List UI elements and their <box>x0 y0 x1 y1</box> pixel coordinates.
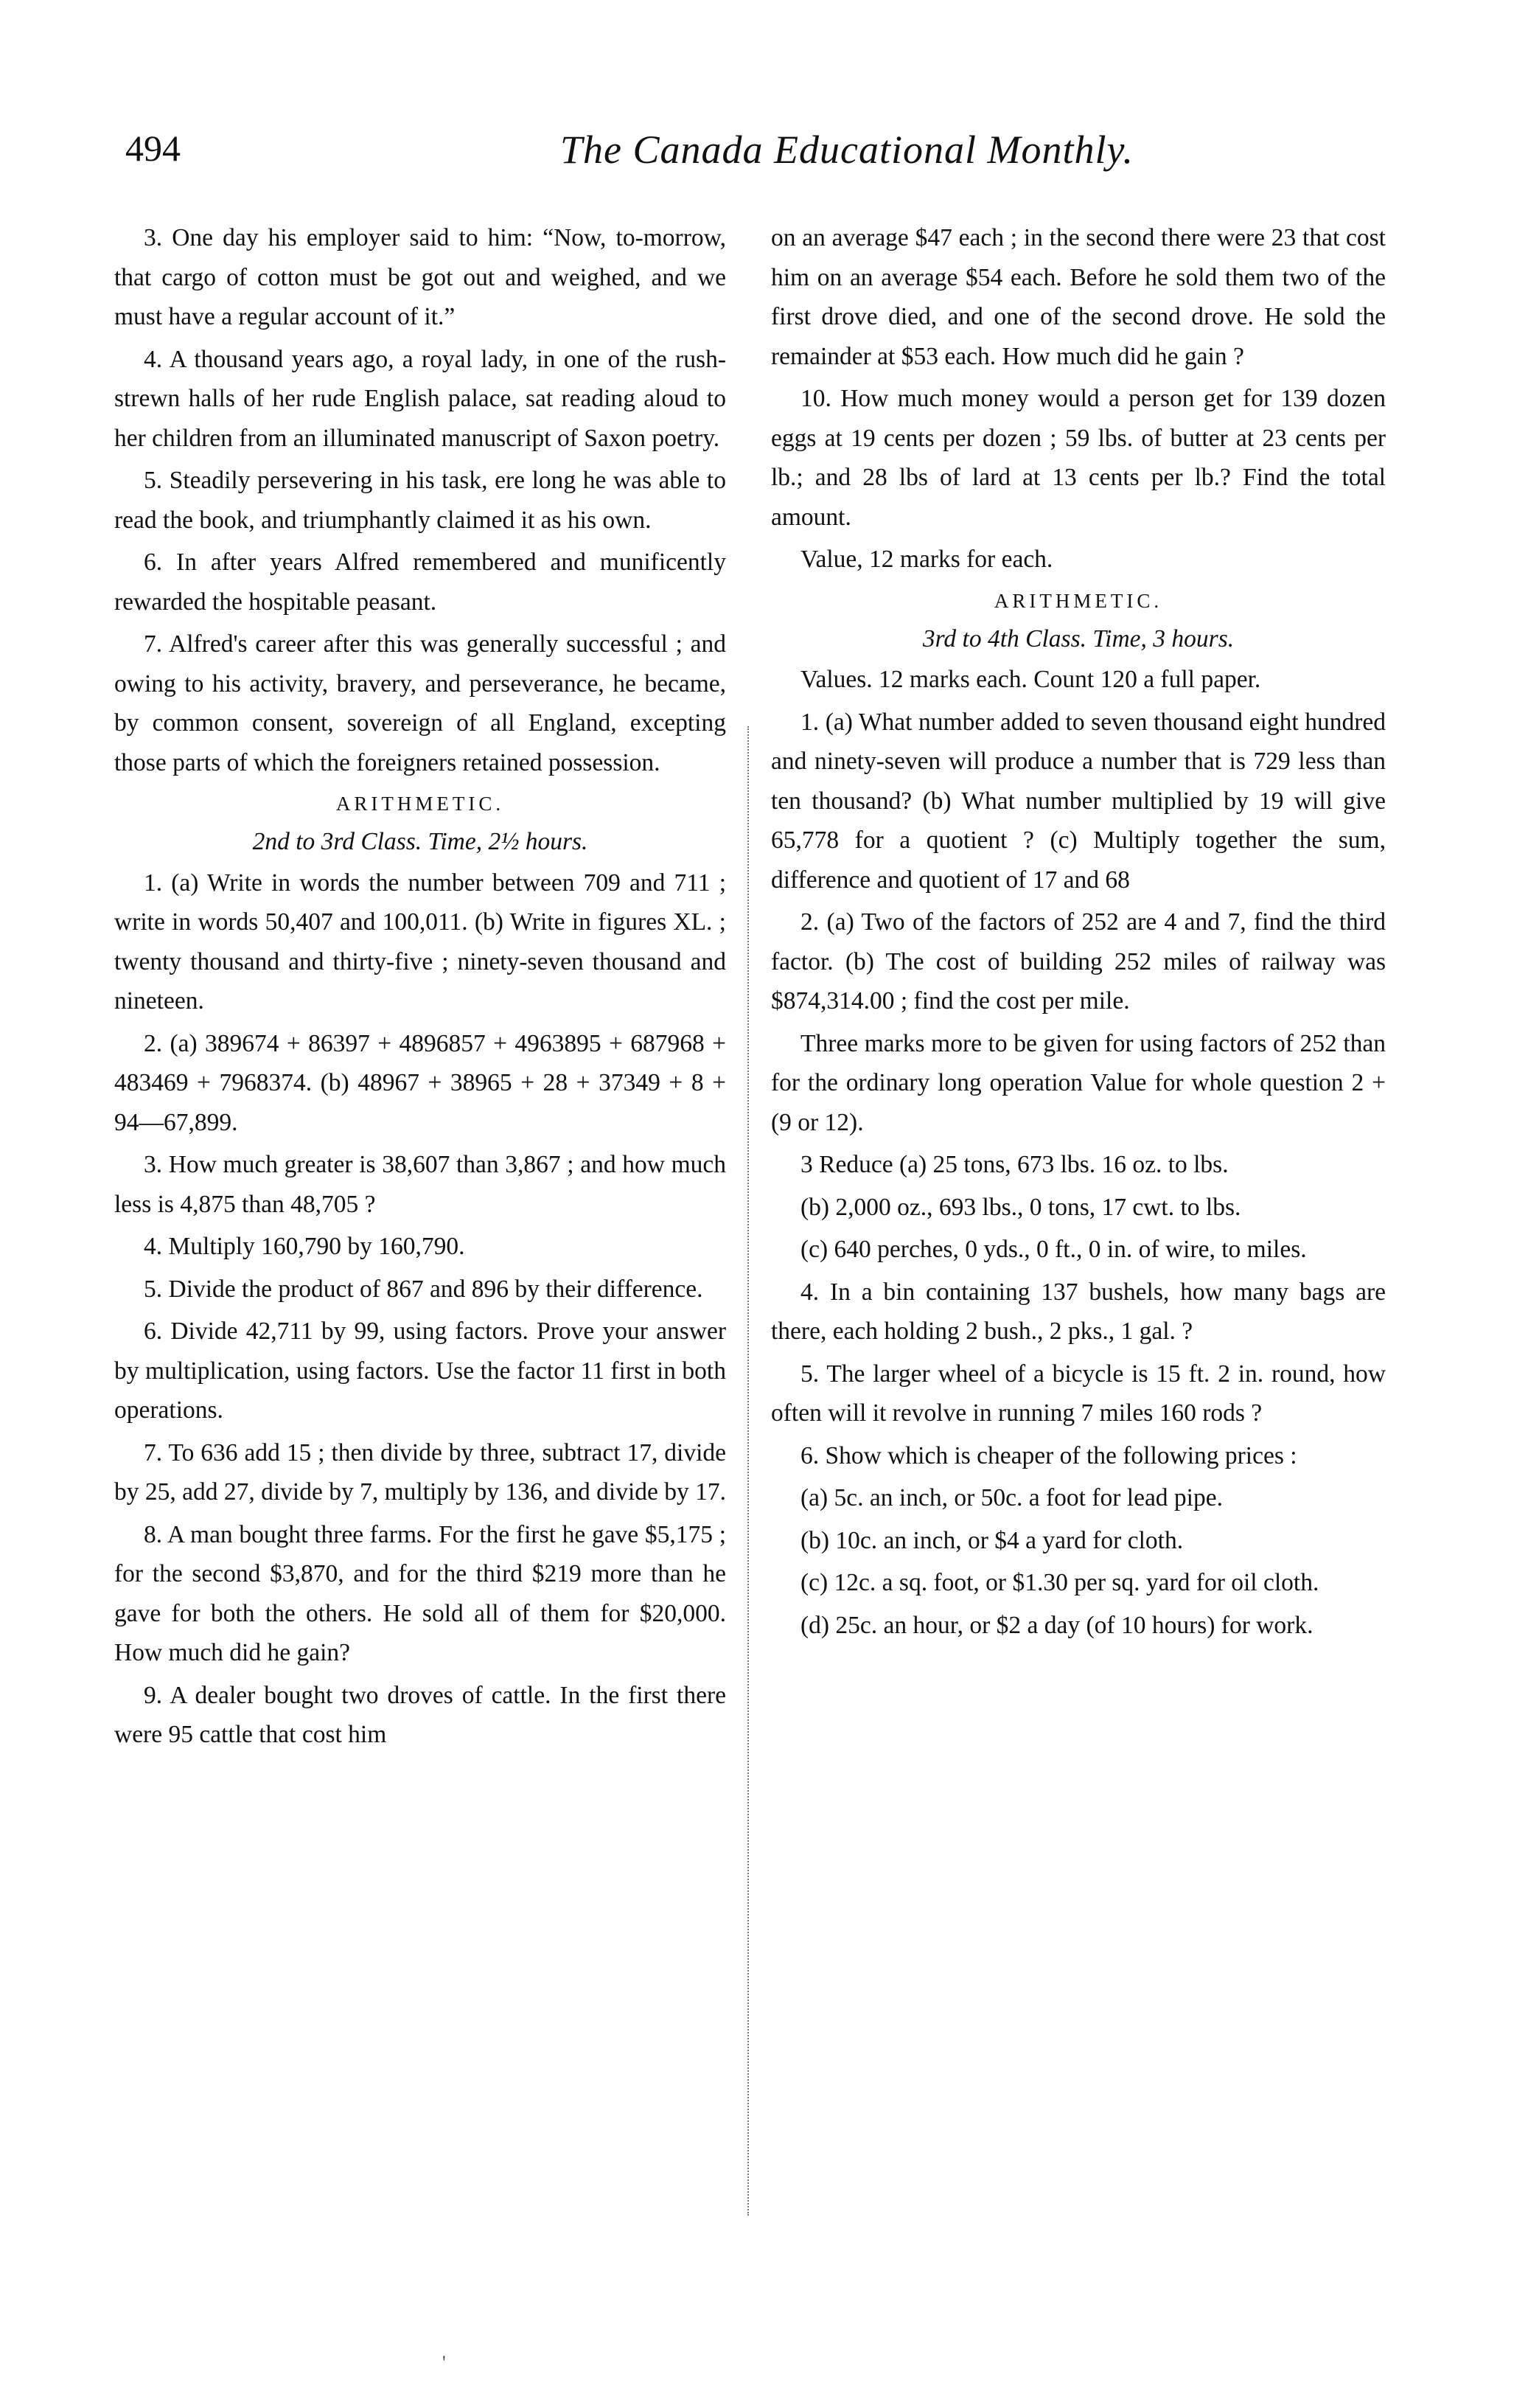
stray-print-mark: ' <box>442 2352 446 2373</box>
class-time-subheading: 3rd to 4th Class. Time, 3 hours. <box>922 624 1235 653</box>
running-title: The Canada Educational Monthly. <box>560 128 1134 172</box>
question: 5. The larger wheel of a bicycle is 15 ft. 2 in. round, how often will it revolve in running 7 miles 160 rods ? <box>771 1360 1386 1427</box>
section-heading: ARITHMETIC. <box>994 589 1163 612</box>
question: (d) 25c. an hour, or $2 a day (of 10 hours) for work. <box>800 1611 1314 1639</box>
section-heading: ARITHMETIC. <box>335 793 505 815</box>
question: (b) 10c. an inch, or $4 a yard for cloth. <box>800 1526 1184 1554</box>
question: 1. (a) Write in words the number between 709 and 711 ; write in words 50,407 and 100,011. (b) Write in figures XL. ; twenty thousand and thirty-five ; ninety-seven thousand and nineteen. <box>114 869 726 1015</box>
question: 4. Multiply 160,790 by 160,790. <box>144 1233 465 1260</box>
question: 1. (a) What number added to seven thousand eight hundred and ninety-seven will produce a number that is 729 less than ten thousand? (b) What number multiplied by 19 will give 65,778 for a quotient ? (c) Multiply together the sum, difference and quotient of 17 and 68 <box>771 708 1386 894</box>
paragraph: on an average $47 each ; in the second there were 23 that cost him on an average $54 each. Before he sold them two of the first drove died, and one of the second drove. He sold the remainder at $53 each. How much did he gain ? <box>771 224 1386 370</box>
question: 8. A man bought three farms. For the first he gave $5,175 ; for the second $3,870, and for the third $219 more than he gave for both the others. He sold all of them for $20,000. How much did he gain? <box>114 1520 726 1666</box>
question: 4. In a bin containing 137 bushels, how many bags are there, each holding 2 bush., 2 pks., 1 gal. ? <box>771 1278 1386 1345</box>
page-number: 494 <box>125 128 181 169</box>
paragraph: 6. In after years Alfred remembered and munificently rewarded the hospitable peasant. <box>114 549 726 616</box>
question: 2. (a) Two of the factors of 252 are 4 and 7, find the third factor. (b) The cost of building 252 miles of railway was $874,314.00 ; find the cost per mile. <box>771 908 1386 1015</box>
page-header <box>111 127 1482 186</box>
question: 6. Show which is cheaper of the following prices : <box>800 1441 1297 1469</box>
right-column <box>771 218 1386 1648</box>
paragraph: 4. A thousand years ago, a royal lady, in one of the rush-strewn halls of her rude English palace, sat reading aloud to her children from an illuminated manuscript of Saxon poetry. <box>114 345 726 452</box>
class-time-subheading: 2nd to 3rd Class. Time, 2½ hours. <box>252 828 588 855</box>
question: 9. A dealer bought two droves of cattle. In the first there were 95 cattle that cost him <box>114 1681 726 1748</box>
paragraph: 10. How much money would a person get for 139 dozen eggs at 19 cents per dozen ; 59 lbs. of butter at 23 cents per lb.; and 28 lbs of lard at 13 cents per lb.? Find the total amount. <box>771 385 1386 531</box>
question: 3. How much greater is 38,607 than 3,867 ; and how much less is 4,875 than 48,705 ? <box>114 1151 726 1218</box>
question: Three marks more to be given for using factors of 252 than for the ordinary long operation Value for whole question 2 + (9 or 12). <box>771 1029 1386 1136</box>
left-column <box>114 218 726 1758</box>
paragraph: Value, 12 marks for each. <box>800 546 1053 573</box>
question: (c) 12c. a sq. foot, or $1.30 per sq. yard for oil cloth. <box>800 1569 1319 1596</box>
paragraph: 5. Steadily persevering in his task, ere long he was able to read the book, and triumphantly claimed it as his own. <box>114 467 726 534</box>
values-note: Values. 12 marks each. Count 120 a full paper. <box>800 666 1261 693</box>
question: 5. Divide the product of 867 and 896 by their difference. <box>144 1275 703 1303</box>
paragraph: 3. One day his employer said to him: “Now, to-morrow, that cargo of cotton must be got out and weighed, and we must have a regular account of it.” <box>114 224 726 330</box>
paragraph: 7. Alfred's career after this was generally successful ; and owing to his activity, bravery, and perseverance, he became, by common consent, sovereign of all England, excepting those parts of which the foreigners retained possession. <box>114 630 726 776</box>
question: 3 Reduce (a) 25 tons, 673 lbs. 16 oz. to lbs. <box>800 1151 1229 1178</box>
column-divider <box>747 726 749 2216</box>
question: 6. Divide 42,711 by 99, using factors. Prove your answer by multiplication, using factors. Use the factor 11 first in both operations. <box>114 1318 726 1424</box>
question: (a) 5c. an inch, or 50c. a foot for lead pipe. <box>800 1484 1223 1511</box>
question: (b) 2,000 oz., 693 lbs., 0 tons, 17 cwt. to lbs. <box>800 1193 1241 1221</box>
question: 2. (a) 389674 + 86397 + 4896857 + 4963895 + 687968 + 483469 + 7968374. (b) 48967 + 38965 + 28 + 37349 + 8 + 94—67,899. <box>114 1029 726 1136</box>
question: 7. To 636 add 15 ; then divide by three, subtract 17, divide by 25, add 27, divide by 7, multiply by 136, and divide by 17. <box>114 1438 726 1506</box>
question: (c) 640 perches, 0 yds., 0 ft., 0 in. of wire, to miles. <box>800 1236 1307 1263</box>
